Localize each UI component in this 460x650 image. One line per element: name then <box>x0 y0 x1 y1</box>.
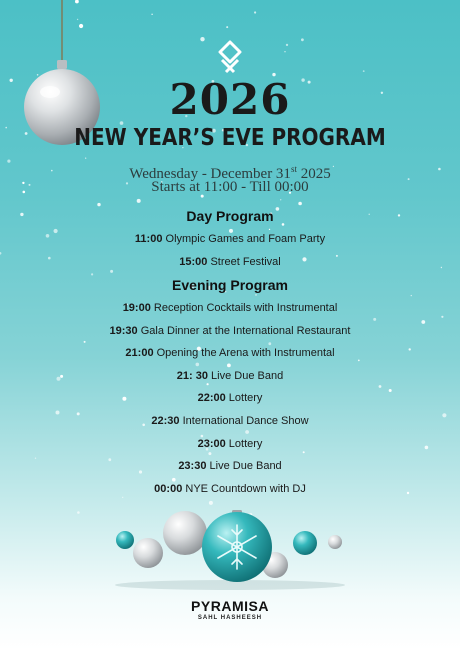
snowflake <box>226 26 228 28</box>
program-activity: Reception Cocktails with Instrumental <box>153 302 338 314</box>
program-activity: Lottery <box>228 392 263 405</box>
program-time: 15:00 <box>179 256 208 268</box>
snowflake <box>255 294 257 296</box>
program-title: NEW YEAR’S EVE PROGRAM <box>74 123 386 151</box>
program-time: 21:00 <box>125 347 154 360</box>
day-program-item <box>0 232 460 246</box>
snowflake <box>97 203 100 206</box>
event-date-year: 2025 <box>296 166 331 182</box>
day-program-item <box>0 255 460 269</box>
snowflake <box>379 385 382 388</box>
snowflake <box>200 37 204 41</box>
evening-program-item <box>0 482 460 496</box>
snowflake <box>363 70 365 72</box>
program-activity: Live Due Band <box>211 369 284 382</box>
program-activity: NYE Countdown with DJ <box>185 482 306 495</box>
snowflake <box>284 51 285 52</box>
program-activity: Live Due Band <box>209 460 282 473</box>
evening-program-item <box>0 414 460 428</box>
program-time: 00:00 <box>154 482 183 495</box>
program-activity: International Dance Show <box>182 415 309 427</box>
event-hours: Starts at 11:00 - Till 00:00 <box>151 179 309 195</box>
snowflake <box>298 202 302 206</box>
evening-program-item <box>0 437 460 451</box>
program-time: 22:00 <box>197 392 226 405</box>
program-activity: Opening the Arena with Instrumental <box>156 347 335 360</box>
snowflake <box>254 11 256 13</box>
snowflake <box>207 383 209 385</box>
snowflake <box>151 14 152 15</box>
evening-program-item <box>0 369 460 383</box>
program-activity: Olympic Games and Foam Party <box>165 233 326 245</box>
day-program-heading: Day Program <box>186 208 274 224</box>
snowflake <box>110 270 113 273</box>
evening-program-item <box>0 391 460 405</box>
snowflake <box>208 452 211 455</box>
snowflake <box>268 342 271 345</box>
evening-program-item <box>0 459 460 473</box>
program-time: 11:00 <box>134 233 163 245</box>
brand-location: SAHL HASHEESH <box>197 615 263 621</box>
snowflake <box>122 497 123 498</box>
program-time: 23:00 <box>197 437 226 450</box>
program-time: 23:30 <box>178 460 207 473</box>
snowflake <box>411 295 412 296</box>
snowflake <box>441 316 443 318</box>
snowflake <box>137 199 141 203</box>
snowflake <box>269 229 270 230</box>
snowflake <box>373 318 376 321</box>
event-date-main: Wednesday - December 31 <box>129 166 291 182</box>
snowflake <box>85 158 86 159</box>
snowflake <box>227 364 231 368</box>
snowflake <box>303 451 305 453</box>
event-year: 2026 <box>169 75 291 124</box>
program-time: 19:00 <box>122 302 151 314</box>
snowflake <box>84 341 86 343</box>
snowflake <box>280 199 281 200</box>
program-time: 22:30 <box>151 415 180 427</box>
program-time: 19:30 <box>109 324 138 337</box>
ornament-cluster <box>100 505 360 590</box>
snowflake <box>245 430 249 434</box>
program-activity: Lottery <box>228 437 263 450</box>
event-date-suffix: st <box>290 164 297 174</box>
brand-name: PYRAMISA <box>191 598 269 614</box>
program-time: 21: 30 <box>176 369 208 382</box>
evening-program-item <box>0 301 460 315</box>
snowflake <box>301 38 304 41</box>
snowflake <box>286 44 288 46</box>
evening-program-item <box>0 346 460 360</box>
snowflake <box>196 363 200 367</box>
evening-program-heading: Evening Program <box>172 277 288 293</box>
hotel-logo-icon <box>214 40 246 74</box>
program-activity: Street Festival <box>210 256 281 268</box>
evening-program-item <box>0 324 460 338</box>
snowflake <box>77 511 80 514</box>
program-activity: Gala Dinner at the International Restaurant <box>140 324 351 337</box>
